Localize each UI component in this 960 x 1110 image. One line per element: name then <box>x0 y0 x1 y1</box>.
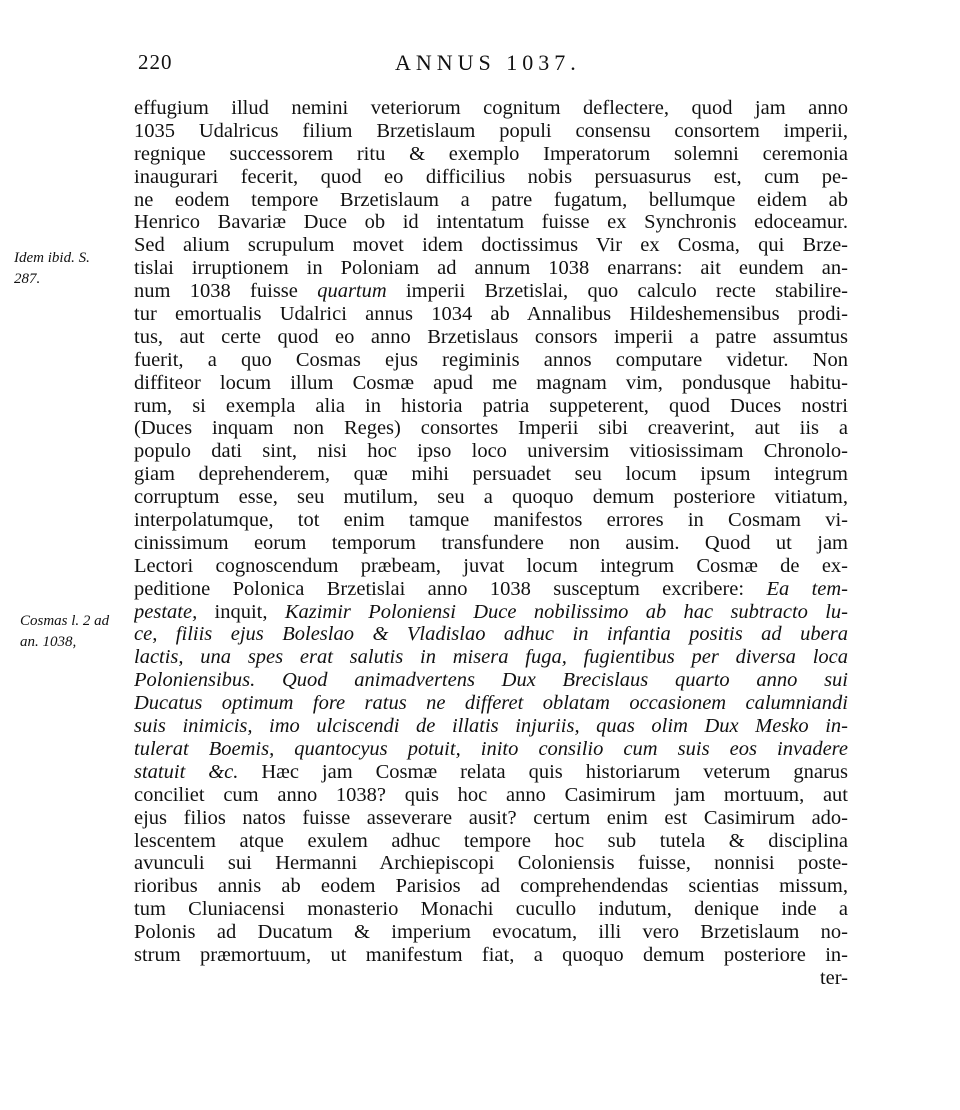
text-run: conciliet cum anno 1038? quis hoc anno Casimirum jam mortuum, aut <box>134 783 848 806</box>
text-run: populo dati sint, nisi hoc ipso loco universim vitiosissimam Chronolo- <box>134 440 848 463</box>
text-line <box>134 372 848 395</box>
text-line <box>134 486 848 509</box>
italic-run: pestate, <box>134 600 215 623</box>
text-run: Hæc jam Cosmæ relata quis historiarum veterum gnarus <box>238 760 848 783</box>
text-run: (Duces inquam non Reges) consortes Imperii sibi creaverint, aut iis a <box>134 417 848 440</box>
text-line <box>134 120 848 143</box>
text-line <box>134 852 848 875</box>
text-line <box>134 646 848 669</box>
text-run: diffiteor locum illum Cosmæ apud me magnam vim, pondusque habitu- <box>134 371 848 394</box>
italic-run: ce, filiis ejus Boleslao & Vladislao adhuc in infantia positis ad ubera <box>134 623 848 646</box>
italic-run: Ducatus optimum fore ratus ne differet oblatam occasionem calumniandi <box>134 692 848 715</box>
text-run: tus, aut certe quod eo anno Brzetislaus consors imperii a patre assumtus <box>134 325 848 348</box>
text-line <box>134 830 848 853</box>
text-line <box>134 211 848 234</box>
text-run: Sed alium scrupulum movet idem doctissimus Vir ex Cosma, qui Brze- <box>134 234 848 257</box>
text-run: avunculi sui Hermanni Archiepiscopi Coloniensis fuisse, nonnisi poste- <box>134 852 848 875</box>
text-run: tur emortualis Udalrici annus 1034 ab Annalibus Hildeshemensibus prodi- <box>134 303 848 326</box>
text-run: peditione Polonica Brzetislai anno 1038 susceptum excribere: <box>134 577 767 600</box>
italic-run: Ea tem- <box>766 577 848 600</box>
text-line <box>134 532 848 555</box>
text-run: inaugurari fecerit, quod eo difficilius nobis persuasurus est, cum pe- <box>134 165 848 188</box>
text-run: Henrico Bavariæ Duce ob id intentatum fuisse ex Synchronis edoceamur. <box>134 211 848 234</box>
text-line <box>134 440 848 463</box>
italic-run: quartum <box>317 280 387 303</box>
italic-run: tulerat Boemis, quantocyus potuit, inito consilio cum suis eos invadere <box>134 737 848 760</box>
text-run: Polonis ad Ducatum & imperium evocatum, illi vero Brzetislaum no- <box>134 921 848 944</box>
text-line <box>134 898 848 921</box>
text-line <box>134 921 848 944</box>
text-line <box>134 509 848 532</box>
body-text <box>134 97 848 990</box>
text-run: ejus filios natos fuisse asseverare ausit? certum enim est Casimirum ado- <box>134 806 848 829</box>
text-line <box>134 303 848 326</box>
text-run: fuerit, a quo Cosmas ejus regiminis annos computare videtur. Non <box>134 348 848 371</box>
italic-run: Poloniensibus. Quod animadvertens Dux Brecislaus quarto anno sui <box>134 669 848 692</box>
text-run: ter- <box>819 966 848 989</box>
italic-run: lactis, una spes erat salutis in misera fuga, fugientibus per diversa loca <box>134 646 848 669</box>
text-run: tislai irruptionem in Poloniam ad annum 1038 enarrans: ait eundem an- <box>134 257 848 280</box>
text-run: strum præmortuum, ut manifestum fiat, a quoquo demum posteriore in- <box>134 943 848 966</box>
text-line <box>134 967 848 990</box>
text-line <box>134 463 848 486</box>
text-line <box>134 97 848 120</box>
text-line <box>134 761 848 784</box>
text-line <box>134 784 848 807</box>
text-line <box>134 257 848 280</box>
text-line <box>134 417 848 440</box>
text-line <box>134 623 848 646</box>
text-line <box>134 738 848 761</box>
text-run: rum, si exempla alia in historia patria suppeterent, quod Duces nostri <box>134 394 848 417</box>
margin-note <box>14 248 90 290</box>
italic-run: suis inimicis, imo ulciscendi de illatis injuriis, quas olim Dux Mesko in- <box>134 715 848 738</box>
text-run: tum Cluniacensi monasterio Monachi cucullo indutum, denique inde a <box>134 898 848 921</box>
text-line <box>134 715 848 738</box>
text-line <box>134 669 848 692</box>
text-line <box>134 692 848 715</box>
text-line <box>134 601 848 624</box>
margin-note-line: Idem ibid. S. <box>14 250 90 266</box>
text-run: imperii Brzetislai, quo calculo recte stabilire- <box>386 280 848 303</box>
margin-note-line: Cosmas l. 2 ad <box>20 613 110 629</box>
text-run: Lectori cognoscendum præbeam, juvat locum integrum Cosmæ de ex- <box>134 554 848 577</box>
text-line <box>134 807 848 830</box>
margin-note-line: an. 1038, <box>20 634 77 650</box>
text-line <box>134 578 848 601</box>
text-run: num 1038 fuisse <box>134 280 318 303</box>
text-run: corruptum esse, seu mutilum, seu a quoquo demum posteriore vitiatum, <box>134 486 848 509</box>
text-line <box>134 326 848 349</box>
text-line <box>134 395 848 418</box>
text-run: lescentem atque exulem adhuc tempore hoc sub tutela & disciplina <box>134 829 848 852</box>
page-number: 220 <box>138 50 173 74</box>
running-head: ANNUS 1037. <box>395 50 581 75</box>
text-run: giam deprehenderem, quæ mihi persuadet seu locum ipsum integrum <box>134 463 848 486</box>
text-line <box>134 234 848 257</box>
text-run: inquit, <box>214 600 285 623</box>
text-run: 1035 Udalricus filium Brzetislaum populi consensu consortem imperii, <box>134 119 848 142</box>
italic-run: statuit &c. <box>134 760 239 783</box>
margin-note-line: 287. <box>14 271 41 287</box>
text-line <box>134 189 848 212</box>
text-line <box>134 944 848 967</box>
text-line <box>134 280 848 303</box>
text-run: cinissimum eorum temporum transfundere non ausim. Quod ut jam <box>134 531 848 554</box>
text-line <box>134 349 848 372</box>
text-run: effugium illud nemini veteriorum cognitum deflectere, quod jam anno <box>134 97 848 119</box>
text-run: regnique successorem ritu & exemplo Imperatorum solemni ceremonia <box>134 142 848 165</box>
text-run: rioribus annis ab eodem Parisios ad comprehendendas scientias missum, <box>134 875 848 898</box>
page-header <box>0 50 960 84</box>
text-line <box>134 555 848 578</box>
text-line <box>134 875 848 898</box>
margin-note <box>20 611 109 653</box>
text-run: ne eodem tempore Brzetislaum a patre fugatum, bellumque eidem ab <box>134 188 848 211</box>
text-line <box>134 143 848 166</box>
text-run: interpolatumque, tot enim tamque manifestos errores in Cosmam vi- <box>134 509 848 532</box>
text-line <box>134 166 848 189</box>
italic-run: Kazimir Poloniensi Duce nobilissimo ab hac subtracto lu- <box>284 600 848 623</box>
